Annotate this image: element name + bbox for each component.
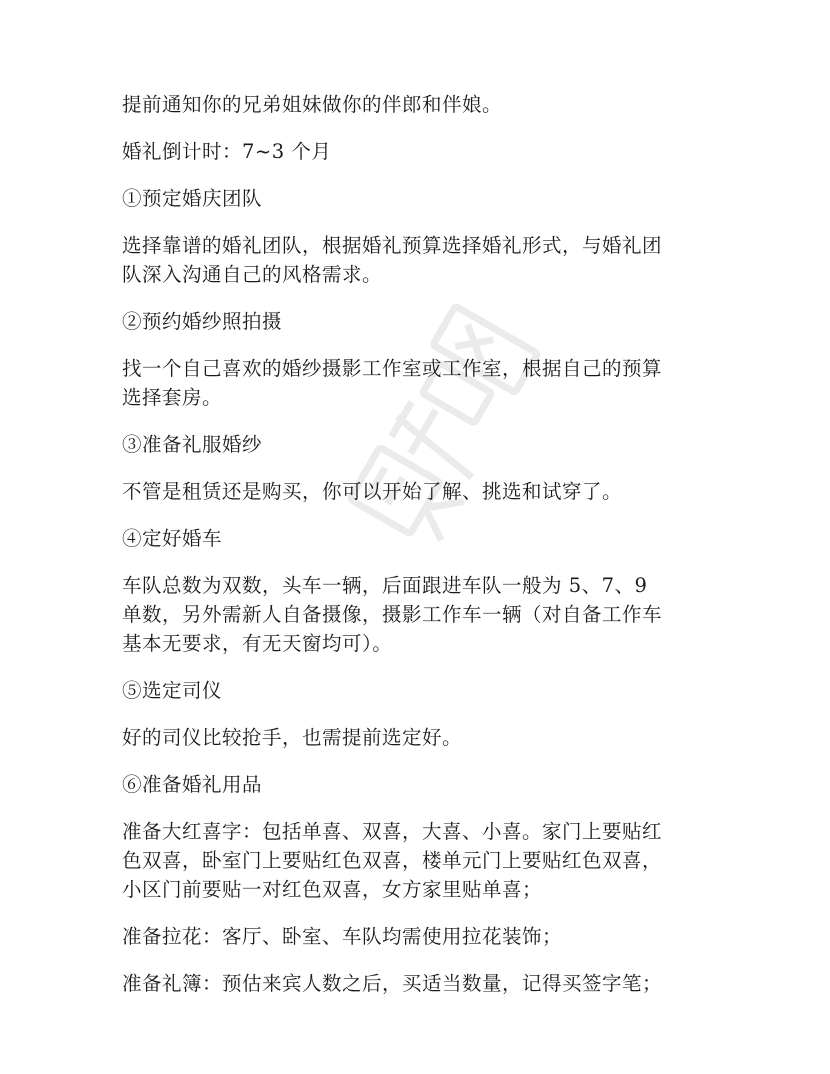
paragraph-wedding-team: 选择靠谱的婚礼团队，根据婚礼预算选择婚礼形式，与婚礼团 队深入沟通自己的风格需求。 — [122, 234, 663, 286]
paragraph-wedding-car: 车队总数为双数，头车一辆，后面跟进车队一般为 5、7、9 单数，另外需新人自备摄像，摄影工作车一辆（对自备工作车 基本无要求，有无天窗均可）。 — [122, 574, 663, 655]
paragraph-notify-siblings: 提前通知你的兄弟姐妹做你的伴郎和伴娘。 — [122, 93, 503, 116]
item-heading-wedding-dress: ③准备礼服婚纱 — [122, 433, 263, 456]
heading-countdown: 婚礼倒计时：7~3 个月 — [122, 140, 332, 163]
paragraph-guestbook: 准备礼簿：预估来宾人数之后，买适当数量，记得买签字笔； — [122, 972, 663, 995]
item-heading-wedding-car: ④定好婚车 — [122, 527, 223, 550]
item-heading-wedding-supplies: ⑥准备婚礼用品 — [122, 773, 263, 796]
item-heading-wedding-photo: ②预约婚纱照拍摄 — [122, 310, 283, 333]
item-heading-wedding-team: ①预定婚庆团队 — [122, 187, 263, 210]
item-heading-mc: ⑤选定司仪 — [122, 679, 223, 702]
paragraph-wedding-dress: 不管是租赁还是购买，你可以开始了解、挑选和试穿了。 — [122, 480, 623, 503]
paragraph-decorations: 准备拉花：客厅、卧室、车队均需使用拉花装饰； — [122, 925, 563, 948]
paragraph-wedding-photo: 找一个自己喜欢的婚纱摄影工作室或工作室，根据自己的预算 选择套房。 — [122, 357, 663, 409]
paragraph-mc: 好的司仪比较抢手，也需提前选定好。 — [122, 726, 463, 749]
paragraph-red-characters: 准备大红喜字：包括单喜、双喜，大喜、小喜。家门上要贴红 色双喜，卧室门上要贴红色双喜，楼单元门上要贴红色双喜， 小区门前要贴一对红色双喜，女方家里贴单喜； — [122, 820, 663, 901]
document-body — [122, 90, 722, 1016]
